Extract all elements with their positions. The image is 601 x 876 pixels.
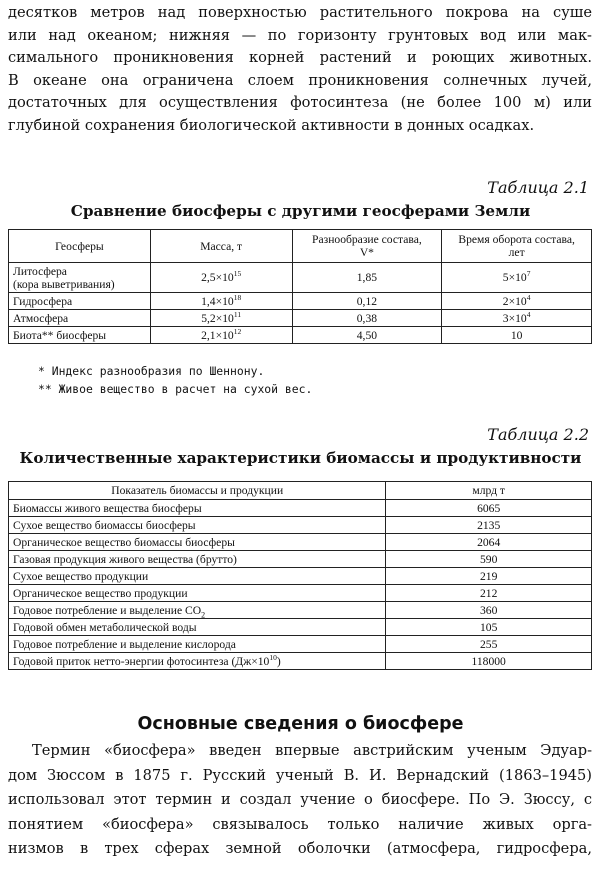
label-tail: ) [276, 654, 281, 668]
name-line: Литосфера [13, 264, 67, 278]
indicator-value: 6065 [386, 500, 592, 517]
mass-exponent: 12 [233, 326, 242, 336]
column-header: Масса, т [150, 230, 292, 263]
mass-cell [150, 293, 292, 310]
mass-cell [150, 310, 292, 327]
mass-cell [150, 263, 292, 293]
text-line: понятием «биосфера» связывалось только наличие живых орга- [8, 815, 592, 833]
turnover-base: 3×10 [502, 311, 527, 325]
geosphere-name [9, 263, 151, 293]
text-line: симального проникновения корней растений и роющих животных. [8, 49, 592, 67]
label-superscript: 10 [269, 652, 277, 662]
turnover-exponent: 4 [526, 309, 531, 319]
table-row [9, 602, 592, 619]
text-line: или над океаном; нижняя — по горизонту грунтовых вод или мак- [8, 26, 592, 44]
section-heading: Основные сведения о биосфере [137, 714, 464, 734]
mass-base: 2,1×10 [201, 328, 234, 342]
mass-exponent: 15 [233, 269, 242, 279]
turnover-base: 5×10 [502, 271, 527, 284]
table-row [9, 551, 592, 568]
table-caption: Таблица 2.2 [487, 425, 589, 444]
table-title: Количественные характеристики биомассы и продуктивности [19, 449, 582, 467]
table-row [9, 619, 592, 636]
indicator-value: 2135 [386, 517, 592, 534]
column-header: млрд т [386, 482, 592, 500]
text-line: десятков метров над поверхностью растительного покрова на суше [8, 4, 592, 21]
table-row [9, 327, 592, 344]
indicator-value: 212 [386, 585, 592, 602]
header-line: Время оборота состава, [458, 233, 575, 246]
text-line: Термин «биосфера» введен впервые австрийским ученым Эдуар- [32, 742, 592, 759]
diversity-cell: 0,12 [292, 293, 442, 310]
table-row [9, 310, 592, 327]
text-line: достаточных для осуществления фотосинтеза (не более 100 м) или [8, 94, 592, 112]
indicator-label: Биомассы живого вещества биосферы [9, 500, 386, 517]
table-title: Сравнение биосферы с другими геосферами Земли [70, 202, 531, 220]
indicator-label: Сухое вещество продукции [9, 568, 386, 585]
indicator-value: 219 [386, 568, 592, 585]
indicator-label [9, 602, 386, 619]
table-footnote: ** Живое вещество в расчет на сухой вес. [38, 382, 313, 396]
header-line: Разнообразие состава, [312, 233, 422, 246]
text-line: использовал этот термин и создал учение о биосфере. По Э. Зюссу, с [8, 791, 592, 809]
table-header-row [9, 482, 592, 500]
column-header: Показатель биомассы и продукции [9, 482, 386, 500]
biomass-table [8, 481, 592, 670]
geosphere-comparison-table [8, 229, 592, 344]
indicator-label: Сухое вещество биомассы биосферы [9, 517, 386, 534]
indicator-value: 360 [386, 602, 592, 619]
table-row [9, 534, 592, 551]
label-text: Годовое потребление и выделение CO [13, 603, 202, 617]
diversity-cell: 1,85 [292, 263, 442, 293]
indicator-label: Органическое вещество продукции [9, 585, 386, 602]
indicator-value: 590 [386, 551, 592, 568]
mass-cell [150, 327, 292, 344]
name-line: (кора выветривания) [13, 277, 115, 291]
turnover-cell [442, 263, 592, 293]
text-line: В океане она ограничена слоем проникновения солнечных лучей, [8, 71, 592, 89]
turnover-cell [442, 310, 592, 327]
label-text: Годовой приток нетто-энергии фотосинтеза (Дж×10 [13, 654, 270, 668]
mass-base: 5,2×10 [201, 311, 234, 325]
header-line: лет [508, 246, 525, 259]
turnover-cell [442, 293, 592, 310]
indicator-label: Органическое вещество биомассы биосферы [9, 534, 386, 551]
indicator-label: Годовое потребление и выделение кислорода [9, 636, 386, 653]
header-line: V* [359, 246, 374, 259]
column-header [292, 230, 442, 263]
indicator-value: 2064 [386, 534, 592, 551]
geosphere-name: Атмосфера [9, 310, 151, 327]
text-line: низмов в трех сферах земной оболочки (атмосфера, гидросфера, [8, 840, 592, 858]
indicator-value: 255 [386, 636, 592, 653]
indicator-label [9, 653, 386, 670]
table-header-row [9, 230, 592, 263]
turnover-exponent: 7 [526, 269, 531, 279]
indicator-label: Газовая продукция живого вещества (брутто) [9, 551, 386, 568]
indicator-label: Годовой обмен метаболической воды [9, 619, 386, 636]
geosphere-name: Гидросфера [9, 293, 151, 310]
turnover-base: 2×10 [502, 294, 527, 308]
indicator-value: 118000 [386, 653, 592, 670]
label-subscript: 2 [201, 609, 206, 619]
table-row [9, 263, 592, 293]
diversity-cell: 4,50 [292, 327, 442, 344]
table-row [9, 636, 592, 653]
table-footnote: * Индекс разнообразия по Шеннону. [38, 364, 265, 378]
table-caption: Таблица 2.1 [487, 178, 589, 197]
mass-base: 1,4×10 [201, 294, 234, 308]
diversity-cell: 0,38 [292, 310, 442, 327]
table-row [9, 293, 592, 310]
table-row [9, 500, 592, 517]
table-row [9, 653, 592, 670]
mass-exponent: 18 [233, 292, 242, 302]
turnover-base: 10 [510, 328, 523, 342]
mass-base: 2,5×10 [201, 271, 234, 284]
section-paragraph [8, 739, 592, 862]
column-header [442, 230, 592, 263]
table-row [9, 517, 592, 534]
turnover-exponent: 4 [526, 292, 531, 302]
turnover-cell [442, 327, 592, 344]
intro-paragraph [8, 2, 592, 138]
mass-exponent: 11 [233, 309, 242, 319]
table-row [9, 585, 592, 602]
geosphere-name: Биота** биосферы [9, 327, 151, 344]
table-row [9, 568, 592, 585]
text-line: дом Зюссом в 1875 г. Русский ученый В. И. Вернадский (1863–1945) [8, 766, 592, 784]
indicator-value: 105 [386, 619, 592, 636]
text-line: глубиной сохранения биологической активности в донных осадках. [8, 116, 535, 134]
column-header: Геосферы [9, 230, 151, 263]
